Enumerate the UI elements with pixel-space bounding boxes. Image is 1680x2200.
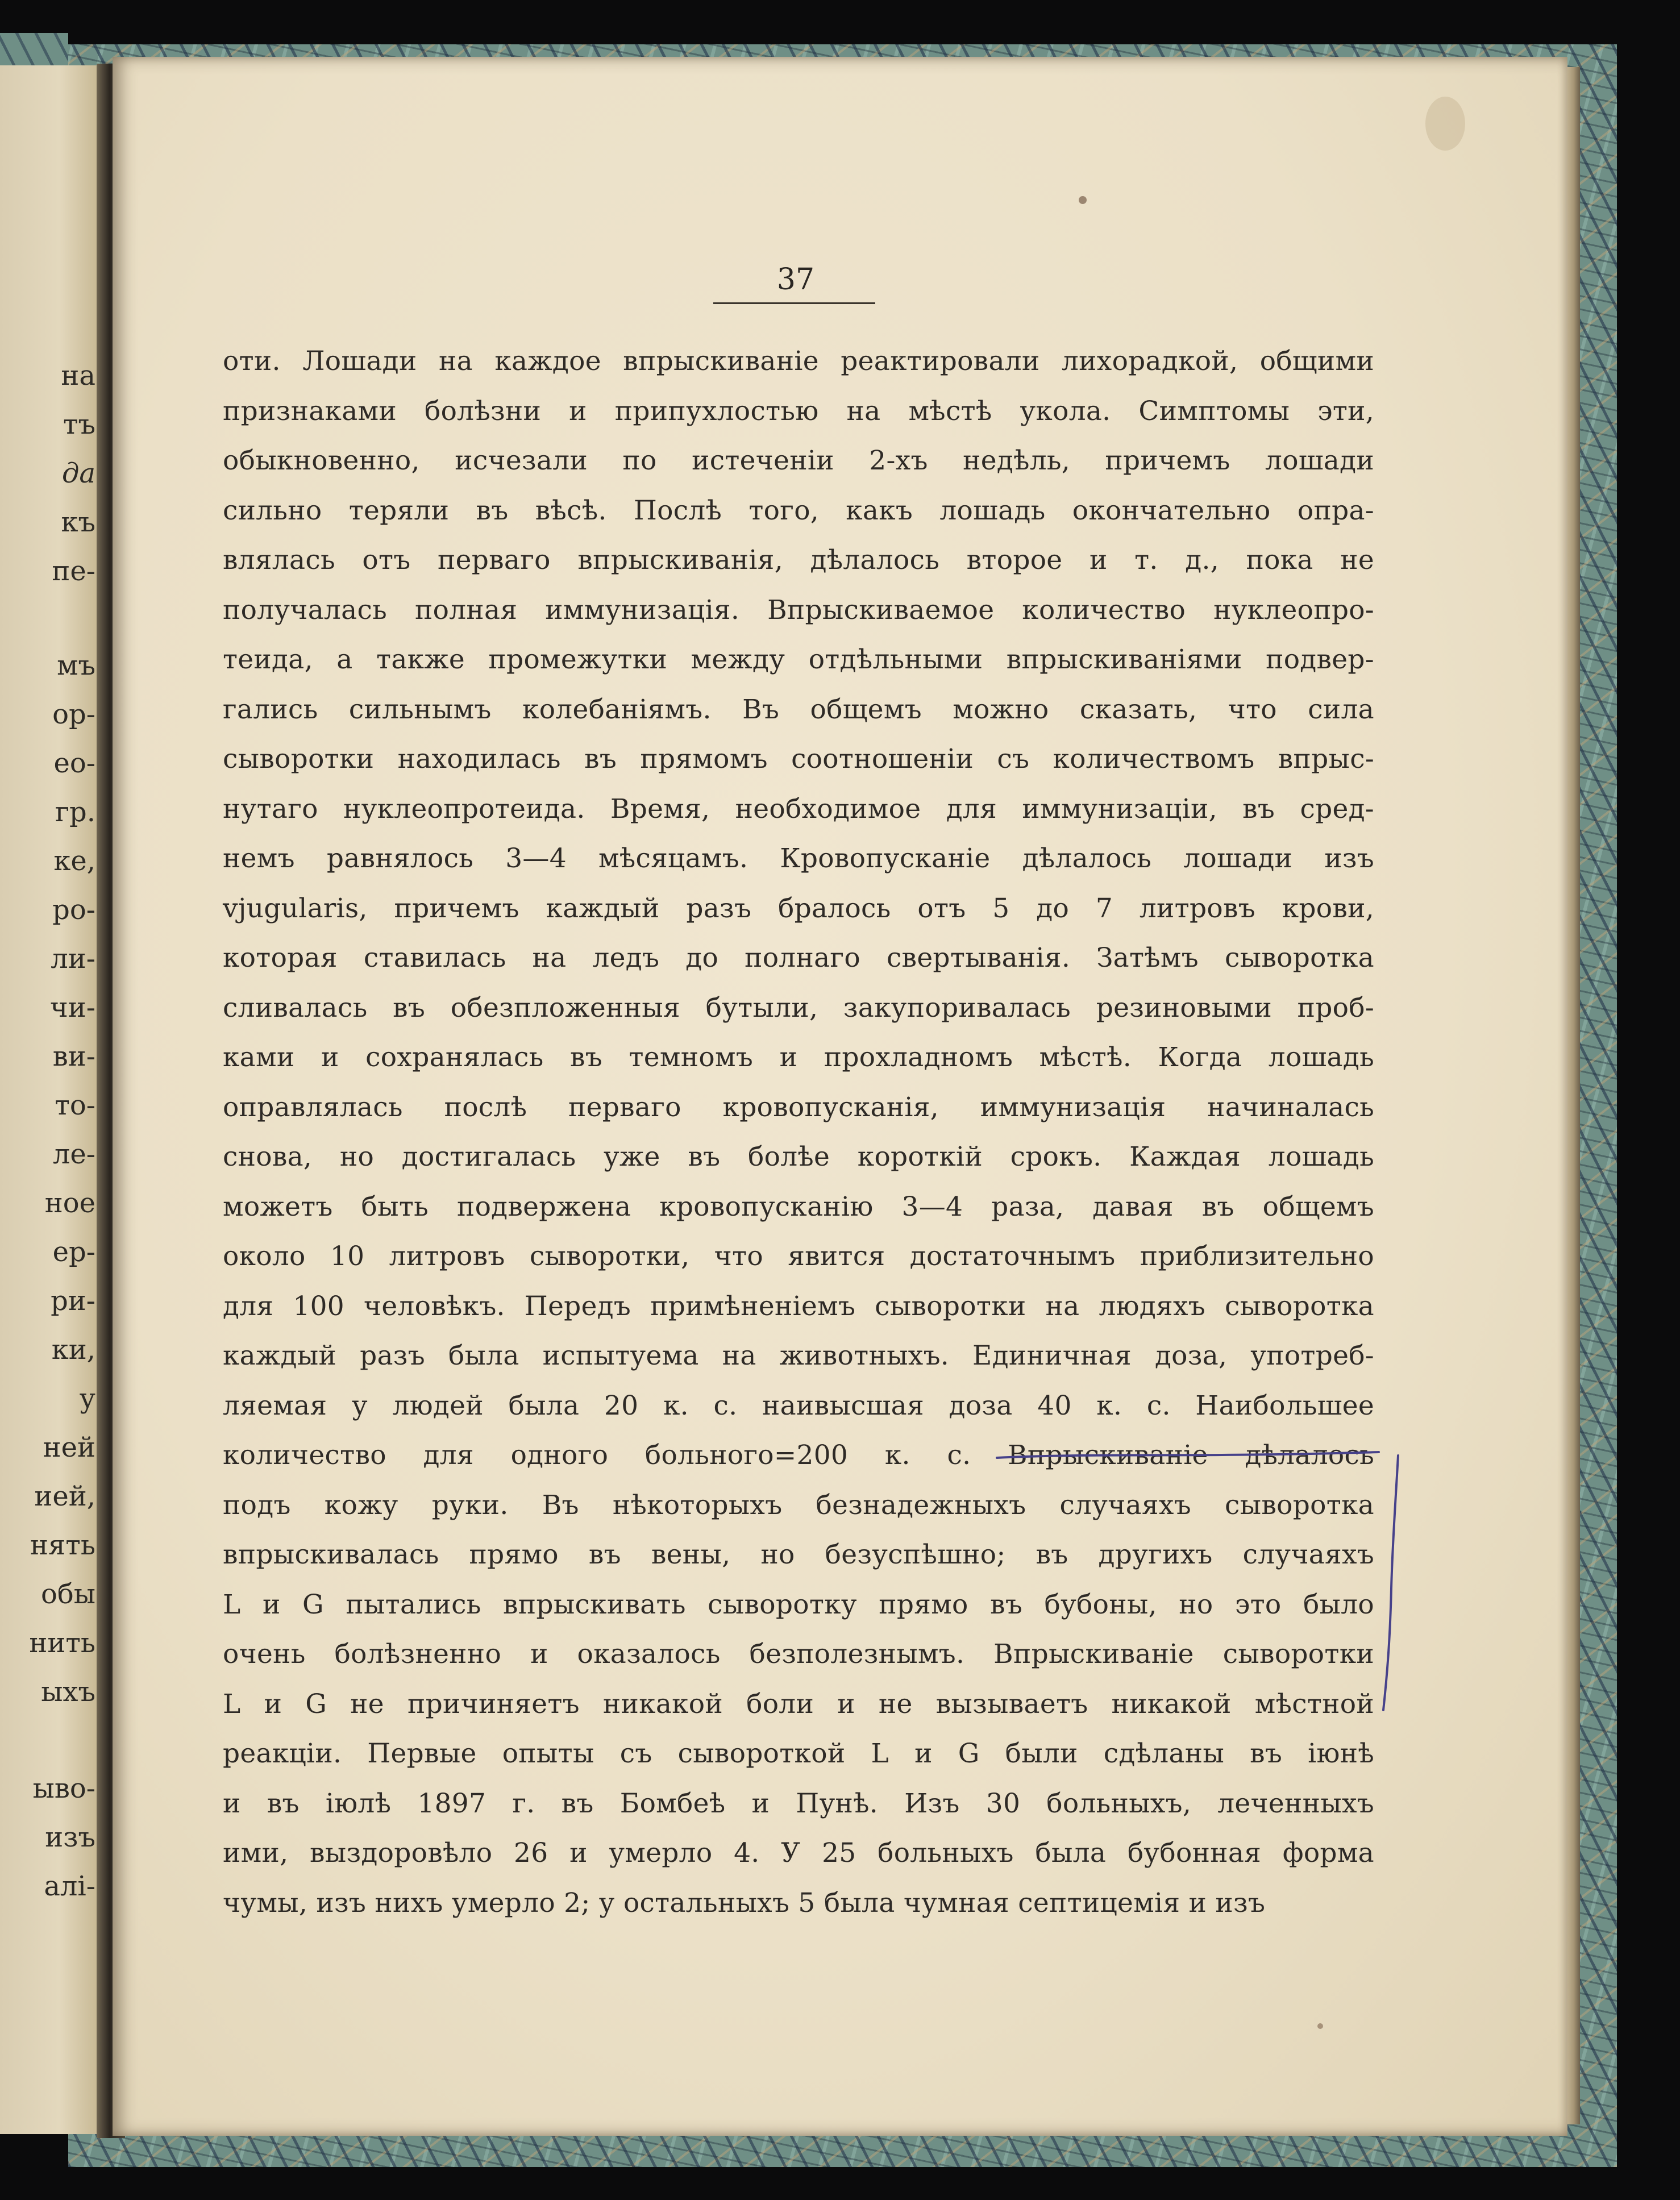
text-line: снова, но достигалась уже въ болѣе короткій срокъ. Каждая лошадь [223,1141,1374,1172]
left-fragment: ное [44,1187,95,1219]
left-fragment: ке, [53,845,95,877]
pen-margin-bracket [1375,1452,1409,1714]
left-fragment: изъ [45,1821,95,1853]
text-line: обыкновенно, исчезали по истеченіи 2-хъ недѣль, причемъ лошади [223,445,1374,476]
text-line: ляемая у людей была 20 к. с. наивысшая доза 40 к. с. Наибольшее [223,1390,1374,1421]
left-fragment: обы [41,1578,95,1610]
text-line: реакціи. Первые опыты съ сывороткой L и G были сдѣланы въ іюнѣ [223,1738,1374,1769]
text-line: и въ іюлѣ 1897 г. въ Бомбеѣ и Пунѣ. Изъ 30 больныхъ, леченныхъ [223,1787,1374,1819]
left-fragment: ней [43,1432,95,1463]
text-line: каждый разъ была испытуема на животныхъ. Единичная доза, употреб- [223,1340,1374,1371]
left-fragment: да [61,458,95,489]
left-fragment: нять [30,1529,95,1561]
left-fragment: тъ [63,409,95,440]
left-fragment: нить [29,1627,95,1659]
paper-stain [1425,97,1465,151]
text-line: для 100 человѣкъ. Передъ примѣненіемъ сыворотки на людяхъ сыворотка [223,1290,1374,1322]
left-facing-page [0,65,108,2134]
left-fragment: ыхъ [41,1676,95,1708]
left-fragment: алі- [44,1870,95,1902]
text-line: признаками болѣзни и припухлостью на мѣстѣ укола. Симптомы эти, [223,395,1374,427]
text-line: сильно теряли въ вѣсѣ. Послѣ того, какъ лошадь окончательно опра- [223,494,1374,526]
text-line: L и G пытались впрыскивать сыворотку прямо въ бубоны, но это было [223,1588,1374,1620]
page-number-rule [713,302,875,304]
ink-speck [1079,196,1087,204]
text-line: сливалась въ обезпложенныя бутыли, закупоривалась резиновыми проб- [223,992,1374,1024]
ink-speck [1317,2023,1323,2029]
page-number: 37 [776,263,815,297]
text-line: теида, а также промежутки между отдѣльными впрыскиваніями подвер- [223,644,1374,675]
text-line: количество для одного больного=200 к. с. Впрыскиваніе дѣлалось [223,1440,1374,1471]
left-fragment: ли- [51,943,95,975]
text-line: впрыскивалась прямо въ вены, но безуспѣшно; въ другихъ случаяхъ [223,1539,1374,1570]
text-line: очень болѣзненно и оказалось безполезнымъ. Впрыскиваніе сыворотки [223,1638,1374,1670]
text-line: получалась полная иммунизація. Впрыскиваемое количество нуклеопро- [223,594,1374,626]
text-line: которая ставилась на ледъ до полнаго свертыванія. Затѣмъ сыворотка [223,942,1374,974]
text-line: vjugularis, причемъ каждый разъ бралось отъ 5 до 7 литровъ крови, [223,892,1374,924]
left-fragment: гр. [55,796,95,828]
text-line: нутаго нуклеопротеида. Время, необходимое для иммунизаціи, въ сред- [223,793,1374,825]
text-line: сыворотки находилась въ прямомъ соотношеніи съ количествомъ впрыс- [223,743,1374,775]
text-line: ками и сохранялась въ темномъ и прохладномъ мѣстѣ. Когда лошадь [223,1042,1374,1073]
left-fragment: у [79,1383,95,1415]
text-line: немъ равнялось 3—4 мѣсяцамъ. Кровопусканіе дѣлалось лошади изъ [223,843,1374,874]
left-fragment: ор- [52,698,95,730]
body-text [223,336,1374,1928]
left-fragment: пе- [52,555,95,587]
left-fragment: ро- [52,894,95,926]
text-line: подъ кожу руки. Въ нѣкоторыхъ безнадежныхъ случаяхъ сыворотка [223,1489,1374,1521]
left-fragment: къ [61,506,95,538]
text-line: ими, выздоровѣло 26 и умерло 4. У 25 больныхъ была бубонная форма [223,1837,1374,1869]
text-line: около 10 литровъ сыворотки, что явится достаточнымъ приблизительно [223,1241,1374,1272]
text-line: оправлялась послѣ перваго кровопусканія, иммунизація начиналась [223,1091,1374,1123]
text-line: оти. Лошади на каждое впрыскиваніе реактировали лихорадкой, общими [223,346,1374,377]
text-line: гались сильнымъ колебаніямъ. Въ общемъ можно сказать, что сила [223,693,1374,725]
left-fragment: ыво- [32,1773,95,1804]
left-fragment: ри- [51,1285,95,1317]
left-fragment: то- [55,1089,95,1121]
pen-underline-mark [995,1450,1381,1465]
text-line: можетъ быть подвержена кровопусканію 3—4 раза, давая въ общемъ [223,1191,1374,1222]
left-fragment: ки, [51,1334,95,1366]
text-line: чумы, изъ нихъ умерло 2; у остальныхъ 5 была чумная септицемія и изъ [223,1887,1266,1919]
left-fragment: на [61,360,95,392]
left-fragment: ле- [52,1138,95,1170]
text-line: влялась отъ перваго впрыскиванія, дѣлалось второе и т. д., пока не [223,544,1374,576]
text-line: L и G не причиняетъ никакой боли и не вызываетъ никакой мѣстной [223,1688,1374,1720]
left-fragment: чи- [50,992,95,1024]
left-fragment: ией, [34,1480,95,1512]
left-fragment: мъ [57,650,95,681]
left-fragment: ви- [52,1041,95,1072]
left-fragment: ер- [52,1236,95,1268]
left-fragment: ео- [53,747,95,779]
